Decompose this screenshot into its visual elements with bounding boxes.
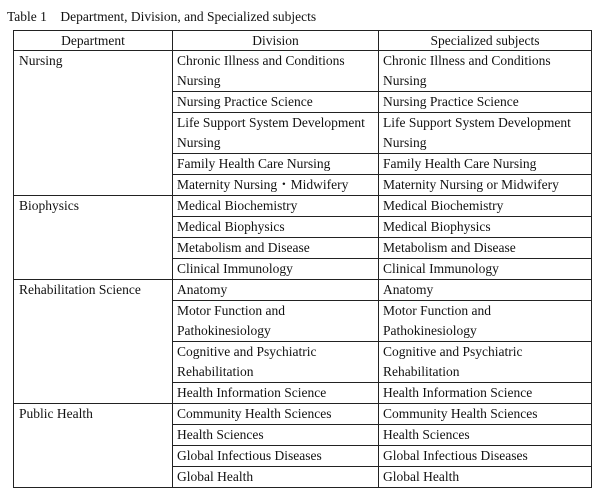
specialized-subject-cell: Global Health bbox=[379, 467, 592, 488]
department-cell: Biophysics bbox=[14, 196, 173, 280]
specialized-subject-cell: Metabolism and Disease bbox=[379, 238, 592, 259]
column-header-department: Department bbox=[14, 31, 173, 51]
division-cell: Global Health bbox=[173, 467, 379, 488]
division-cell: Family Health Care Nursing bbox=[173, 154, 379, 175]
division-cell: Global Infectious Diseases bbox=[173, 446, 379, 467]
table-row bbox=[14, 196, 592, 217]
specialized-subject-cell: Maternity Nursing or Midwifery bbox=[379, 175, 592, 196]
table-caption: Table 1 Department, Division, and Specialized subjects bbox=[7, 9, 317, 24]
division-cell: Medical Biophysics bbox=[173, 217, 379, 238]
specialized-subject-cell: Medical Biophysics bbox=[379, 217, 592, 238]
specialized-subject-cell: Nursing Practice Science bbox=[379, 92, 592, 113]
table-row bbox=[14, 51, 592, 92]
division-cell: Clinical Immunology bbox=[173, 259, 379, 280]
specialized-subject-cell: Clinical Immunology bbox=[379, 259, 592, 280]
specialized-subject-cell: Chronic Illness and Conditions Nursing bbox=[379, 51, 592, 92]
division-cell: Community Health Sciences bbox=[173, 404, 379, 425]
specialized-subject-cell: Family Health Care Nursing bbox=[379, 154, 592, 175]
division-cell: Medical Biochemistry bbox=[173, 196, 379, 217]
division-cell: Health Information Science bbox=[173, 383, 379, 404]
division-cell: Maternity Nursing・Midwifery bbox=[173, 175, 379, 196]
table-row bbox=[14, 280, 592, 301]
division-cell: Life Support System Development Nursing bbox=[173, 113, 379, 154]
specialized-subject-cell: Health Sciences bbox=[379, 425, 592, 446]
table-header-row bbox=[14, 31, 592, 51]
column-header-specialized-subjects: Specialized subjects bbox=[379, 31, 592, 51]
specialized-subject-cell: Motor Function and Pathokinesiology bbox=[379, 301, 592, 342]
specialized-subject-cell: Life Support System Development Nursing bbox=[379, 113, 592, 154]
division-cell: Metabolism and Disease bbox=[173, 238, 379, 259]
division-cell: Chronic Illness and Conditions Nursing bbox=[173, 51, 379, 92]
column-header-division: Division bbox=[173, 31, 379, 51]
division-cell: Anatomy bbox=[173, 280, 379, 301]
division-cell: Motor Function and Pathokinesiology bbox=[173, 301, 379, 342]
department-cell: Nursing bbox=[14, 51, 173, 196]
division-cell: Nursing Practice Science bbox=[173, 92, 379, 113]
department-table bbox=[13, 30, 592, 488]
department-cell: Rehabilitation Science bbox=[14, 280, 173, 404]
specialized-subject-cell: Health Information Science bbox=[379, 383, 592, 404]
specialized-subject-cell: Global Infectious Diseases bbox=[379, 446, 592, 467]
specialized-subject-cell: Community Health Sciences bbox=[379, 404, 592, 425]
specialized-subject-cell: Cognitive and Psychiatric Rehabilitation bbox=[379, 342, 592, 383]
specialized-subject-cell: Medical Biochemistry bbox=[379, 196, 592, 217]
specialized-subject-cell: Anatomy bbox=[379, 280, 592, 301]
department-cell: Public Health bbox=[14, 404, 173, 488]
division-cell: Cognitive and Psychiatric Rehabilitation bbox=[173, 342, 379, 383]
table-row bbox=[14, 404, 592, 425]
division-cell: Health Sciences bbox=[173, 425, 379, 446]
